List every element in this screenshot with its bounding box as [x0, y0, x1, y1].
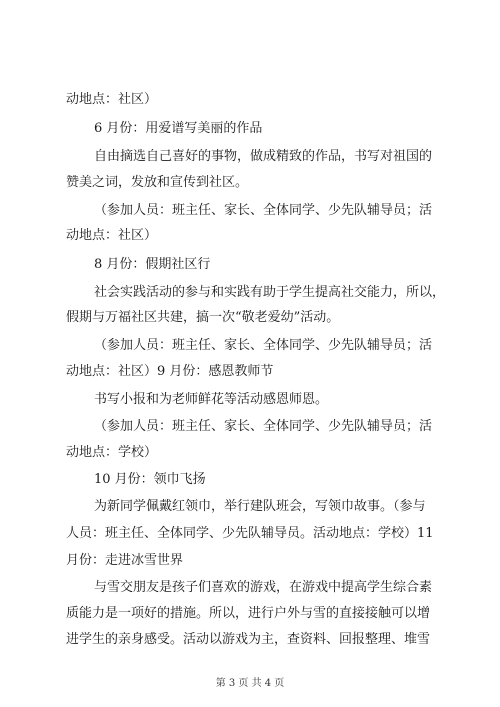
text-line: 动地点：社区）9 月份：感恩教师节	[66, 364, 274, 379]
text-line: （参加人员：班主任、家长、全体同学、少先队辅导员；活	[94, 203, 433, 218]
text-line: 8 月份：假期社区行	[94, 257, 211, 272]
text-line: （参加人员：班主任、家长、全体同学、少先队辅导员；活	[94, 338, 433, 353]
text-line: 进学生的亲身感受。活动以游戏为主，查资料、回报整理、堆雪	[66, 632, 431, 647]
text-line: 社会实践活动的参与和实践有助于学生提高社交能力，所以，	[94, 285, 446, 300]
text-line: 赞美之词，发放和宣传到社区。	[66, 175, 249, 190]
text-line: 假期与万福社区共建，搞一次“敬老爱幼”活动。	[66, 310, 340, 325]
text-line: 为新同学佩戴红领巾，举行建队班会，写领巾故事。（参与	[94, 499, 426, 514]
text-line: 书写小报和为老师鲜花等活动感恩师恩。	[94, 392, 329, 407]
text-line: 质能力是一项好的措施。所以，进行户外与雪的直接接触可以增	[66, 606, 431, 621]
text-line: 10 月份：领巾飞扬	[94, 472, 206, 487]
text-line: 动地点：学校）	[66, 445, 158, 460]
text-line: 与雪交朋友是孩子们喜欢的游戏，在游戏中提高学生综合素	[94, 580, 433, 595]
text-line: 动地点：社区）	[66, 228, 158, 243]
page-number-footer: 第 3 页 共 4 页	[215, 678, 285, 689]
text-line: 6 月份：用爱谱写美丽的作品	[94, 121, 263, 136]
text-line: 人员：班主任、全体同学、少先队辅导员。活动地点：学校）11	[66, 526, 434, 541]
text-line: 自由摘选自己喜好的事物，做成精致的作品，书写对祖国的	[94, 149, 433, 164]
text-line: （参加人员：班主任、家长、全体同学、少先队辅导员；活	[94, 419, 433, 434]
text-line: 月份：走进冰雪世界	[66, 553, 184, 568]
text-line: 动地点：社区）	[66, 92, 158, 107]
